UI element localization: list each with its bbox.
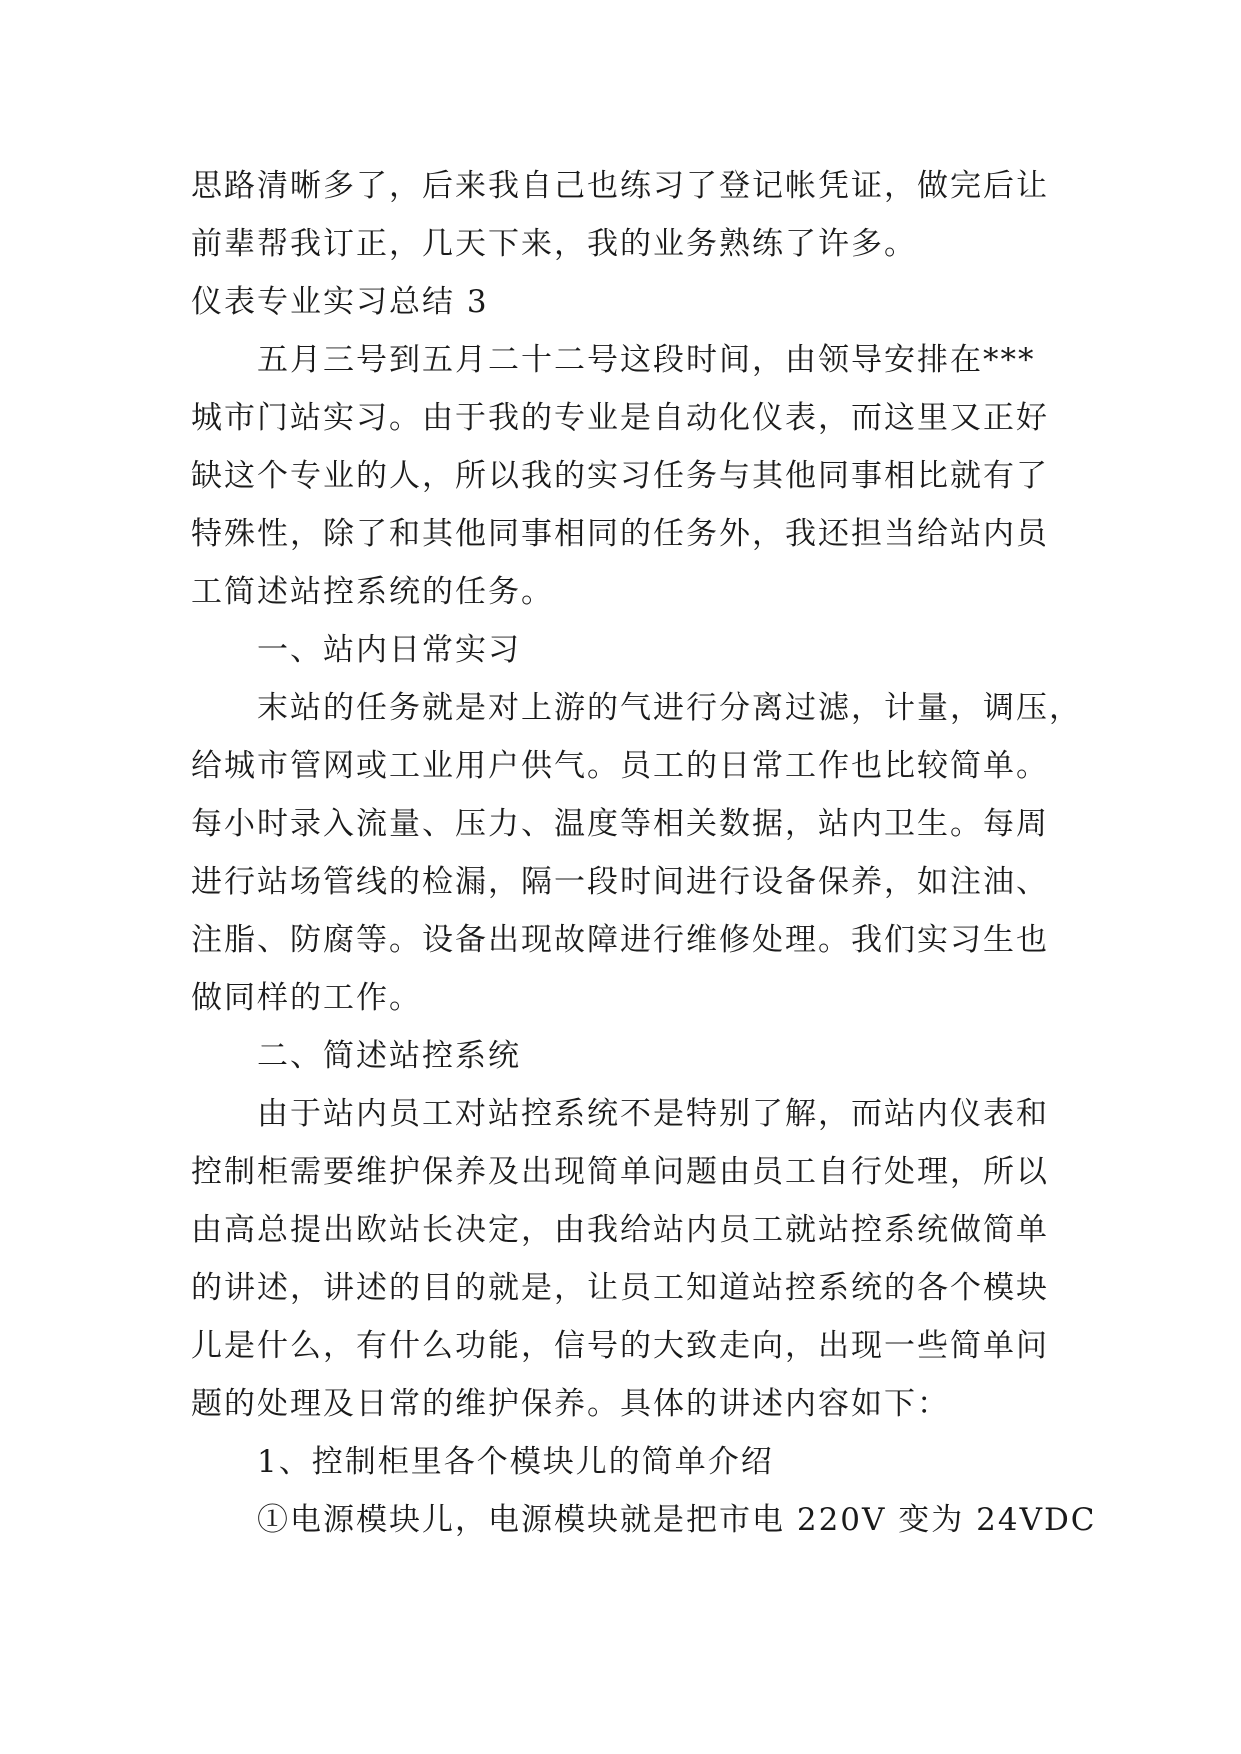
- text-line: 城市门站实习。由于我的专业是自动化仪表，而这里又正好: [191, 400, 1049, 436]
- text-line: 的讲述，讲述的目的就是，让员工知道站控系统的各个模块: [191, 1270, 1049, 1306]
- text-line: 给城市管网或工业用户供气。员工的日常工作也比较简单。: [191, 748, 1049, 784]
- text-line: 做同样的工作。: [191, 980, 422, 1016]
- paragraph-start: 五月三号到五月二十二号这段时间，由领导安排在***: [257, 342, 1036, 378]
- subheading: 一、站内日常实习: [257, 632, 521, 668]
- text-line: 注脂、防腐等。设备出现故障进行维修处理。我们实习生也: [191, 922, 1049, 958]
- text-line: 题的处理及日常的维护保养。具体的讲述内容如下：: [191, 1386, 950, 1422]
- text-line: 进行站场管线的检漏，隔一段时间进行设备保养，如注油、: [191, 864, 1049, 900]
- text-line: 缺这个专业的人，所以我的实习任务与其他同事相比就有了: [191, 458, 1049, 494]
- section-title: 仪表专业实习总结 3: [191, 284, 489, 320]
- paragraph-start: 末站的任务就是对上游的气进行分离过滤，计量，调压，: [257, 690, 1082, 726]
- paragraph-start: 由于站内员工对站控系统不是特别了解，而站内仪表和: [257, 1096, 1049, 1132]
- text-line: 儿是什么，有什么功能，信号的大致走向，出现一些简单问: [191, 1328, 1049, 1364]
- text-line: 前辈帮我订正，几天下来，我的业务熟练了许多。: [191, 226, 917, 262]
- text-line: 思路清晰多了，后来我自己也练习了登记帐凭证，做完后让: [191, 168, 1049, 204]
- text-line: 特殊性，除了和其他同事相同的任务外，我还担当给站内员: [191, 516, 1049, 552]
- document-body: [191, 157, 1097, 1549]
- subheading: 二、简述站控系统: [257, 1038, 521, 1074]
- paragraph-start: ①电源模块儿，电源模块就是把市电 220V 变为 24VDC: [257, 1502, 1097, 1538]
- subheading: 1、控制柜里各个模块儿的简单介绍: [257, 1444, 774, 1480]
- text-line: 工简述站控系统的任务。: [191, 574, 554, 610]
- text-line: 每小时录入流量、压力、温度等相关数据，站内卫生。每周: [191, 806, 1049, 842]
- text-line: 控制柜需要维护保养及出现简单问题由员工自行处理，所以: [191, 1154, 1049, 1190]
- text-line: 由高总提出欧站长决定，由我给站内员工就站控系统做简单: [191, 1212, 1049, 1248]
